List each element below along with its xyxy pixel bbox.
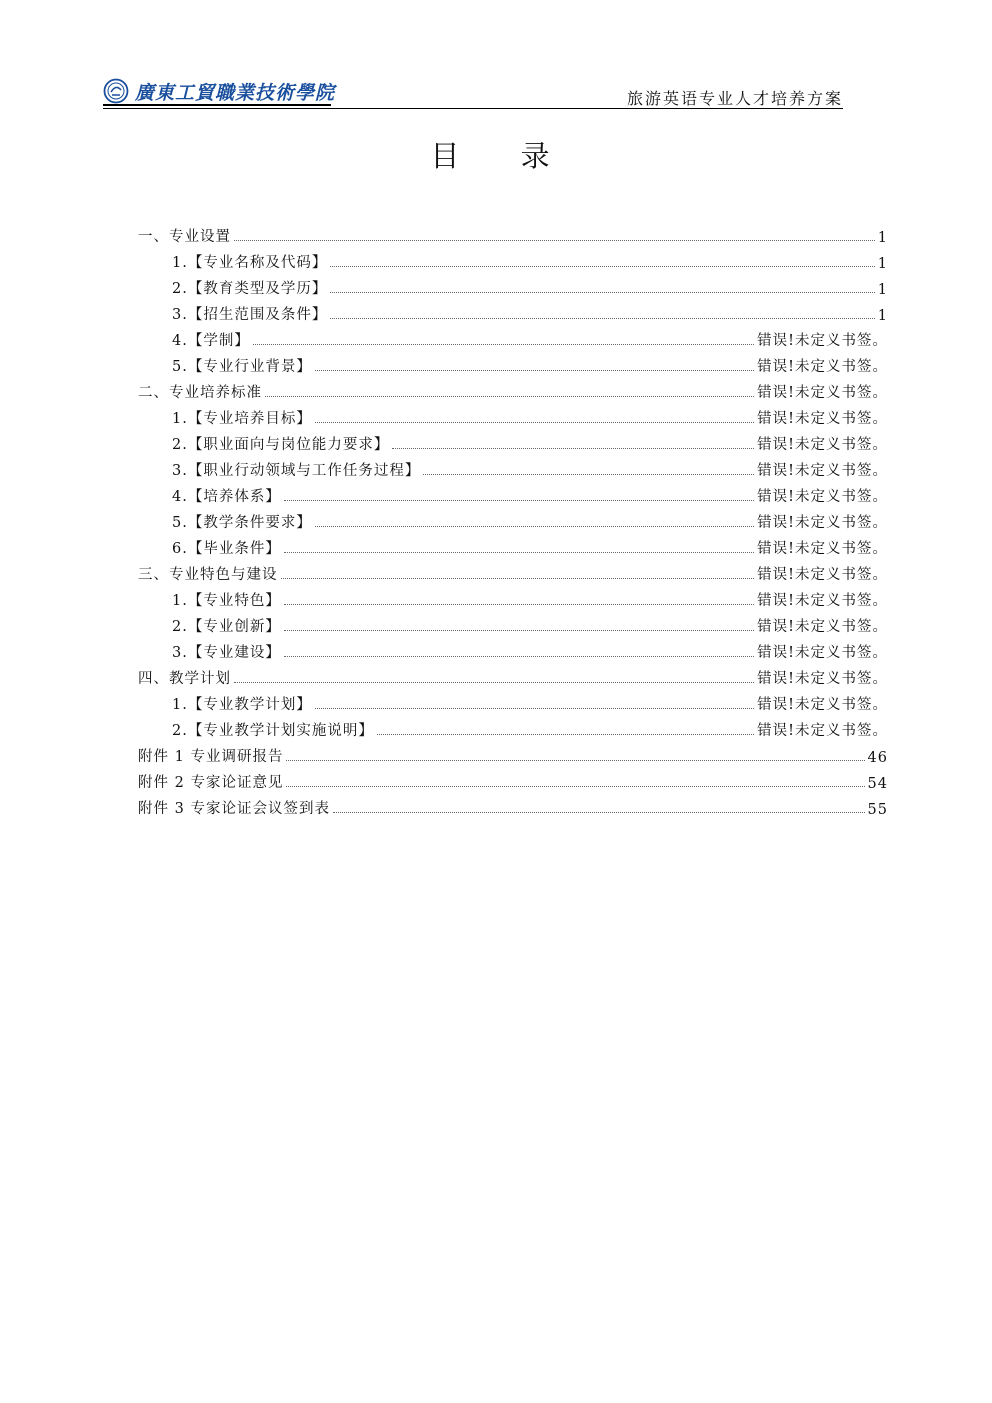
toc-leader-dots [315,370,754,371]
header-rule-thin [103,108,843,109]
toc-title: 目 录 [430,139,576,173]
toc-entry-label: 附件 1 专业调研报告 [138,749,284,765]
toc-leader-dots [315,708,754,709]
toc-entry[interactable] [138,350,888,376]
page-header [103,72,843,112]
toc-leader-dots [286,760,864,761]
toc-entry[interactable] [138,532,888,558]
toc-leader-dots [286,786,864,787]
school-emblem-icon [103,78,129,104]
toc-entry[interactable] [138,272,888,298]
toc-entry-label: 四、教学计划 [138,671,231,687]
toc-entry-page: 54 [867,776,888,792]
toc-entry-page: 错误!未定义书签。 [757,723,888,739]
toc-entry-label: 5.【专业行业背景】 [172,359,312,375]
toc-leader-dots [284,500,754,501]
toc-entry[interactable] [138,688,888,714]
toc-leader-dots [377,734,754,735]
toc-entry[interactable] [138,558,888,584]
toc-entry-page: 1 [877,230,888,246]
toc-leader-dots [392,448,754,449]
toc-entry[interactable] [138,298,888,324]
toc-entry-page: 错误!未定义书签。 [757,437,888,453]
toc-entry-label: 3.【专业建设】 [172,645,281,661]
toc-entry-page: 1 [877,308,888,324]
toc-entry[interactable] [138,714,888,740]
toc-entry-label: 三、专业特色与建设 [138,567,278,583]
toc-leader-dots [284,552,754,553]
toc-entry[interactable] [138,220,888,246]
toc-leader-dots [315,526,754,527]
toc-entry[interactable] [138,324,888,350]
toc-entry-label: 3.【职业行动领域与工作任务过程】 [172,463,421,479]
toc-leader-dots [330,266,874,267]
toc-entry-label: 2.【职业面向与岗位能力要求】 [172,437,390,453]
toc-entry-page: 1 [877,256,888,272]
toc-entry-page: 错误!未定义书签。 [757,541,888,557]
toc-entry-label: 1.【专业教学计划】 [172,697,312,713]
toc-entry[interactable] [138,740,888,766]
toc-leader-dots [234,240,875,241]
toc-entry[interactable] [138,792,888,818]
toc-leader-dots [330,292,874,293]
toc-entry-label: 1.【专业培养目标】 [172,411,312,427]
toc-entry-page: 错误!未定义书签。 [757,411,888,427]
toc-entry-page: 错误!未定义书签。 [757,593,888,609]
toc-entry[interactable] [138,584,888,610]
toc-entry-label: 2.【专业教学计划实施说明】 [172,723,374,739]
toc-entry-label: 4.【培养体系】 [172,489,281,505]
school-name: 廣東工貿職業技術學院 [135,81,336,104]
table-of-contents [138,220,888,818]
toc-leader-dots [333,812,865,813]
toc-entry-page: 错误!未定义书签。 [757,359,888,375]
toc-entry[interactable] [138,662,888,688]
toc-entry-label: 4.【学制】 [172,333,250,349]
toc-entry-label: 5.【教学条件要求】 [172,515,312,531]
toc-leader-dots [284,630,754,631]
toc-leader-dots [284,656,754,657]
toc-leader-dots [253,344,754,345]
toc-leader-dots [234,682,754,683]
toc-entry[interactable] [138,636,888,662]
toc-entry-page: 46 [867,750,888,766]
toc-entry-page: 错误!未定义书签。 [757,489,888,505]
toc-entry-label: 6.【毕业条件】 [172,541,281,557]
toc-entry-label: 2.【教育类型及学历】 [172,281,328,297]
toc-entry-label: 一、专业设置 [138,229,231,245]
toc-entry[interactable] [138,428,888,454]
toc-entry[interactable] [138,454,888,480]
toc-entry-page: 错误!未定义书签。 [757,697,888,713]
toc-entry-label: 附件 2 专家论证意见 [138,775,284,791]
toc-entry-page: 错误!未定义书签。 [757,385,888,401]
toc-entry[interactable] [138,610,888,636]
toc-entry-page: 1 [877,282,888,298]
toc-entry-page: 错误!未定义书签。 [757,515,888,531]
toc-entry-page: 错误!未定义书签。 [757,333,888,349]
school-logo [103,76,335,106]
toc-leader-dots [315,422,754,423]
toc-entry[interactable] [138,246,888,272]
toc-entry-page: 错误!未定义书签。 [757,671,888,687]
toc-entry-page: 55 [867,802,888,818]
header-rule-thick [103,104,331,106]
toc-entry-label: 2.【专业创新】 [172,619,281,635]
toc-leader-dots [330,318,874,319]
toc-entry-label: 3.【招生范围及条件】 [172,307,328,323]
toc-entry-page: 错误!未定义书签。 [757,567,888,583]
toc-entry[interactable] [138,506,888,532]
toc-leader-dots [423,474,754,475]
toc-entry-label: 1.【专业特色】 [172,593,281,609]
toc-entry[interactable] [138,376,888,402]
toc-entry-label: 二、专业培养标准 [138,385,262,401]
document-title: 旅游英语专业人才培养方案 [626,89,843,108]
toc-entry-page: 错误!未定义书签。 [757,619,888,635]
toc-entry[interactable] [138,766,888,792]
toc-leader-dots [265,396,754,397]
toc-entry-page: 错误!未定义书签。 [757,645,888,661]
toc-entry[interactable] [138,480,888,506]
toc-entry-page: 错误!未定义书签。 [757,463,888,479]
toc-entry-label: 1.【专业名称及代码】 [172,255,328,271]
toc-leader-dots [284,604,754,605]
toc-entry[interactable] [138,402,888,428]
toc-entry-label: 附件 3 专家论证会议签到表 [138,801,330,817]
toc-leader-dots [281,578,755,579]
